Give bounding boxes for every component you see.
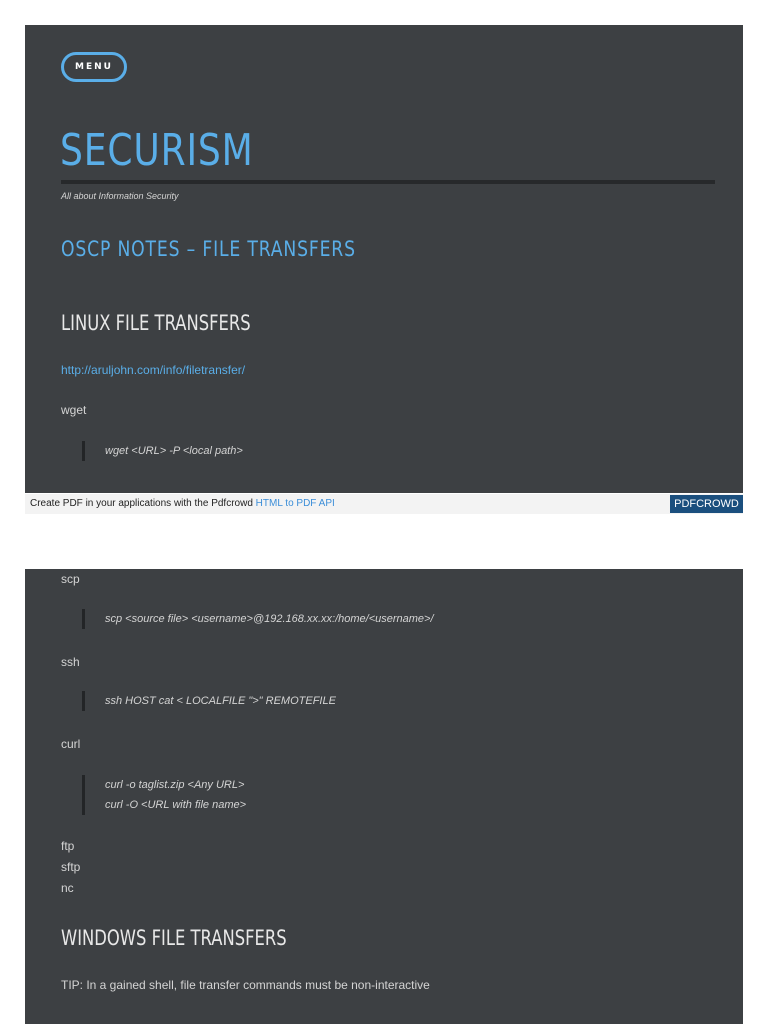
- curl-label: curl: [61, 737, 81, 751]
- pdf-footer-bar: [25, 494, 743, 514]
- wget-command: wget <URL> -P <local path>: [105, 445, 243, 457]
- title-divider: [61, 180, 715, 184]
- post-title: OSCP NOTES – FILE TRANSFERS: [61, 237, 356, 261]
- document-page-1: [25, 25, 743, 493]
- pdf-footer-text: Create PDF in your applications with the Pdfcrowd: [30, 498, 253, 509]
- scp-command-block: [82, 609, 642, 629]
- windows-section-heading: WINDOWS FILE TRANSFERS: [61, 926, 287, 950]
- ftp-label: ftp: [61, 839, 75, 853]
- wget-command-block: [82, 441, 642, 461]
- document-page-2: [25, 569, 743, 1024]
- site-tagline: All about Information Security: [61, 191, 179, 201]
- menu-button[interactable]: MENU: [61, 52, 127, 82]
- scp-command: scp <source file> <username>@192.168.xx.xx:/home/<username>/: [105, 613, 434, 625]
- curl-command-1: curl -o taglist.zip <Any URL>: [105, 779, 245, 791]
- ssh-command-block: [82, 691, 642, 711]
- pdfcrowd-button[interactable]: PDFCROWD: [670, 495, 743, 513]
- ssh-command: ssh HOST cat < LOCALFILE ">" REMOTEFILE: [105, 695, 336, 707]
- curl-command-block: [82, 775, 642, 815]
- windows-tip: TIP: In a gained shell, file transfer commands must be non-interactive: [61, 978, 430, 992]
- linux-section-heading: LINUX FILE TRANSFERS: [61, 311, 251, 335]
- curl-command-2: curl -O <URL with file name>: [105, 799, 247, 811]
- linux-reference-link[interactable]: http://aruljohn.com/info/filetransfer/: [61, 363, 246, 377]
- nc-label: nc: [61, 881, 74, 895]
- html-to-pdf-link[interactable]: HTML to PDF API: [255, 498, 335, 509]
- sftp-label: sftp: [61, 860, 81, 874]
- site-title[interactable]: SECURISM: [60, 125, 254, 176]
- scp-label: scp: [61, 572, 80, 586]
- ssh-label: ssh: [61, 655, 80, 669]
- wget-label: wget: [61, 403, 87, 417]
- pdf-footer-text-wrap: [30, 494, 335, 514]
